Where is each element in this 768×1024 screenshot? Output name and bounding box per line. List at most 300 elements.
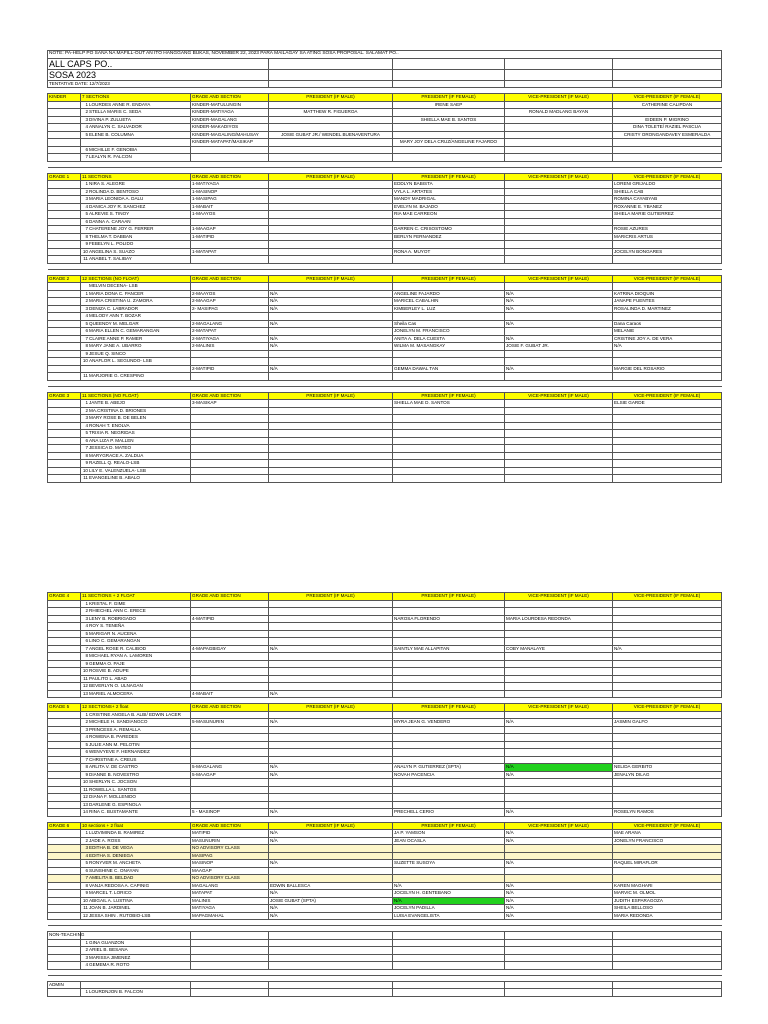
row-number: 9 [85,771,88,777]
cell: MANDY MADRIGAL [393,196,505,204]
table-row [48,645,722,653]
adviser-name [81,660,191,668]
table-row [48,218,722,226]
cell [505,786,613,794]
table-row [48,786,722,794]
adviser-name [81,741,191,749]
cell [393,475,505,483]
cell [269,852,393,860]
cell [505,283,613,291]
adviser-text: LEALYN R. FALCON [89,154,132,160]
cell [505,600,613,608]
cell [505,623,613,631]
cell: N/A [393,882,505,890]
cell [269,675,393,683]
adviser-text: RAZELL Q. REALO-LSB [89,460,140,466]
cell: Sheila Cas [393,320,505,328]
grade-label: GRADE 4 [48,593,81,601]
cell [505,638,613,646]
cell [269,358,393,366]
cell [191,786,269,794]
adviser-name [81,131,191,139]
cell [393,241,505,249]
cell: JASMIN GALFO [613,719,722,727]
cell [269,226,393,234]
cell [393,794,505,802]
cell [269,653,393,661]
adviser-name [81,343,191,351]
cell: MAAGAP [191,867,269,875]
cell: N/A [505,305,613,313]
cell [191,467,269,475]
row-number: 14 [82,809,88,815]
cell [269,203,393,211]
row-number: 11 [83,675,88,681]
cell: MARGIE DEL ROSARIO [613,365,722,373]
adviser-name [81,256,191,264]
cell [613,845,722,853]
cell: KAREN MAGHARI [613,882,722,890]
cell [393,154,505,162]
officer-column-header: VICE-PRESIDENT (IF FEMALE) [613,593,722,601]
adviser-name [81,328,191,336]
adviser-text: ANGEL ROSE R. CALIBOD [89,645,147,651]
cell [269,445,393,453]
officer-column-header: VICE-PRESIDENT (IF MALE) [505,593,613,601]
cell: 2- MASIPAG [191,305,269,313]
row-number: 12 [82,794,88,800]
row-number: 7 [85,445,88,451]
table-row [48,890,722,898]
adviser-text: MARIA ELLEN C. GEMARANGAN [89,328,160,334]
adviser-name [81,675,191,683]
adviser-name [81,298,191,306]
row-number: 7 [85,154,88,160]
adviser-text: MICHAEL RYAN A. LAMOREN [89,653,153,659]
row-number: 1 [85,830,88,836]
cell [505,248,613,256]
tentative-date: TENTATIVE DATE: 12/7/2023 [48,80,269,88]
cell [505,875,613,883]
cell [505,794,613,802]
adviser-name [81,867,191,875]
table-row [48,756,722,764]
row-number: 2 [85,608,88,614]
cell: JOCELYN PADILLA [393,905,505,913]
table-row [48,726,722,734]
table-row [48,749,722,757]
cell [505,188,613,196]
row-number: 11 [83,475,88,481]
cell: N/A [269,365,393,373]
cell: 2-MALINIS [191,343,269,351]
grade-section-header: GRADE AND SECTION [191,173,269,181]
cell: N/A [269,645,393,653]
row-number: 5 [85,131,88,137]
adviser-text: THELMA T. DABBAN [89,233,133,239]
table-row [48,430,722,438]
cell: 2-MATAPAT [191,328,269,336]
cell: SUZETTE SUSOYA [393,860,505,868]
adviser-text: SUNSHINE C. ONAYAN [89,867,139,873]
adviser-text: TRIXIA R. NEGRIDAS [89,430,135,436]
cell [269,146,393,154]
adviser-text: DANNA A. CARAAN [89,218,131,224]
cell [191,422,269,430]
adviser-name [81,188,191,196]
table-row [48,771,722,779]
row-number: 9 [85,890,88,896]
table-row [48,845,722,853]
row-number: 8 [85,882,88,888]
cell: NELIDA GERBITO [613,764,722,772]
cell [505,407,613,415]
table-row [48,452,722,460]
adviser-name [81,218,191,226]
cell: N/A [269,343,393,351]
admin-label: ADMIN [48,981,81,989]
cell [505,734,613,742]
cell [191,460,269,468]
adviser-text: MARIEL ALMOCERA [89,690,133,696]
cell [613,615,722,623]
adviser-name [81,645,191,653]
section-header-g1 [48,173,722,181]
sections-count: 12 SECTIONS+ 2 float [81,704,191,712]
adviser-name [81,203,191,211]
adviser-text: MARIA CRISTINA U. ZAMORA [89,298,153,304]
cell [505,211,613,219]
cell [191,600,269,608]
cell: N/A [505,764,613,772]
adviser-name [81,139,191,147]
row-number: 11 [83,256,88,262]
cell: N/A [269,290,393,298]
cell: 1-MATIYAGA [191,181,269,189]
cell [269,181,393,189]
adviser-text: CHATERENE JOY G. FERRER [89,226,154,232]
cell: ELSIE GARDE [613,400,722,408]
cell [269,256,393,264]
cell [191,358,269,366]
adviser-name [81,422,191,430]
adviser-name [81,860,191,868]
cell: MAPAGMAHAL [191,912,269,920]
officer-column-header: VICE-PRESIDENT (IF FEMALE) [613,275,722,283]
cell [613,437,722,445]
list-item [48,939,722,947]
cell: SHIELLA MAE D. SANTOS [393,400,505,408]
cell: SHIELLA CAB [613,188,722,196]
cell: MARIA LOURDESA REDONDA [505,615,613,623]
cell [505,460,613,468]
cell: JOSIE GUBAT (SPTA) [269,897,393,905]
cell [393,283,505,291]
cell [505,660,613,668]
staff-text: ARIEL B. BESANA [89,947,128,953]
adviser-text: AMELITA B. BELDAD [89,875,134,881]
cell [393,786,505,794]
adviser-name [81,794,191,802]
cell: 1-MATAPAT [191,248,269,256]
cell [393,852,505,860]
adviser-name [81,460,191,468]
cell [269,124,393,132]
cell: RAQUEL MIRAFLOR [613,860,722,868]
adviser-name [81,779,191,787]
cell: DINA TOLETE/ RAZIEL PASCUA [613,124,722,132]
officer-column-header: PRESIDENT (IF FEMALE) [393,392,505,400]
adviser-text: MARIGAR N. AUCENA [89,630,137,636]
adviser-name [81,437,191,445]
cell [613,852,722,860]
cell [393,675,505,683]
cell: JOCELYN H. GENTEBANO [393,890,505,898]
cell: MYRA JEAN G. VENDERO [393,719,505,727]
cell [613,653,722,661]
officer-column-header: PRESIDENT (IF FEMALE) [393,593,505,601]
section-header-g2 [48,275,722,283]
cell [191,407,269,415]
cell [393,726,505,734]
adviser-text: JOAN B. JARDINEL [89,905,131,911]
cell [269,430,393,438]
table-row [48,653,722,661]
cell [505,437,613,445]
adviser-text: MARYGRACE A. ZALDUA [89,452,144,458]
cell: N/A [505,912,613,920]
cell [393,358,505,366]
adviser-name [81,181,191,189]
grade-label: GRADE 3 [48,392,81,400]
sheet-page-2 [47,592,721,997]
row-number: 1 [85,600,88,606]
cell: CATHERINE CALIPDAN [613,101,722,109]
nonteaching-label-row [48,932,722,940]
adviser-name [81,109,191,117]
cell: MAGALANG [191,882,269,890]
cell [191,623,269,631]
table-row [48,794,722,802]
cell [393,430,505,438]
cell [613,630,722,638]
cell: 5 - MASINOP [191,809,269,817]
cell: N/A [269,912,393,920]
table-row [48,233,722,241]
cell [505,203,613,211]
adviser-name [81,801,191,809]
cell: N/A [269,305,393,313]
cell: JANAPE FUENTES [613,298,722,306]
officer-column-header: PRESIDENT (IF MALE) [269,392,393,400]
cell: MATAPAT [191,890,269,898]
row-number: 2 [85,298,88,304]
cell [393,445,505,453]
cell: LORENI GRIJALDO [613,181,722,189]
cell: 1-MASIPAG [191,196,269,204]
officer-column-header: PRESIDENT (IF MALE) [269,822,393,830]
table-row [48,407,722,415]
officer-column-header: VICE-PRESIDENT (IF MALE) [505,822,613,830]
officer-column-header: PRESIDENT (IF FEMALE) [393,94,505,102]
table-row [48,852,722,860]
row-number: 1 [85,711,88,717]
adviser-text: JESUE Q. SINCO [89,350,126,356]
adviser-text: EDITHA B. DE VEGA [89,845,133,851]
cell [393,749,505,757]
cell [505,400,613,408]
cell [613,608,722,616]
adviser-text: EVANGELINE B. ABALO [89,475,140,481]
row-number: 6 [85,218,88,224]
adviser-text: JANTE B. ABEJO [89,400,126,406]
table-row [48,422,722,430]
row-number: 5 [85,430,88,436]
cell [613,467,722,475]
cell: RONALD MADLANG BAYAN [505,109,613,117]
cell [613,683,722,691]
adviser-text: LINO C. GEMARANGAN [89,638,141,644]
cell: ROMINA CAYABYAB [613,196,722,204]
table-row [48,690,722,698]
cell [191,452,269,460]
cell: NO ADVISORY CLASS [191,845,269,853]
adviser-name [81,146,191,154]
adviser-text: LOURDES ANNE R. ENDAYA [89,101,151,107]
adviser-text: CRISTINE ANGELA B. ALBI/ EDWIN LACER [89,711,181,717]
row-number: 3 [85,954,88,960]
adviser-text: BEVERLYN O. ULNAGAN [89,683,143,689]
cell [613,154,722,162]
adviser-name [81,248,191,256]
table-row [48,734,722,742]
cell [505,116,613,124]
row-number: 4 [85,852,88,858]
row-number: 4 [85,734,88,740]
row-number: 10 [82,668,88,674]
cell: N/A [269,809,393,817]
cell: N/A [393,897,505,905]
adviser-name [81,211,191,219]
row-number: 12 [82,912,88,918]
adviser-text: SHERLYN C. JOCSON [89,779,137,785]
officer-column-header: PRESIDENT (IF FEMALE) [393,822,505,830]
sections-count: 12 SECTIONS (NO FLOAT) [81,275,191,283]
cell: N/A [505,365,613,373]
adviser-text: ANNALYN C. SALVADOR [89,124,142,130]
adviser-text: ANA LIZA P. MALLEN [89,437,134,443]
cell: RONA A. MUYOT [393,248,505,256]
cell: KINDER-MAGALING/MAHUSAY [191,131,269,139]
cell [393,801,505,809]
cell [269,801,393,809]
row-number: 12 [82,683,88,689]
cell: 2-MAAYOS [191,290,269,298]
row-number: 1 [85,939,88,945]
adviser-text: ALREVIE S. TINOY [89,211,130,217]
cell [505,852,613,860]
adviser-text: WENVYEVE F. HERNANDEZ [89,749,150,755]
table-row [48,283,722,291]
adviser-name [81,890,191,898]
cell: 5-MASUNURIN [191,719,269,727]
cell [613,786,722,794]
table-row [48,320,722,328]
list-item [48,962,722,970]
table-row [48,241,722,249]
cell [613,139,722,147]
row-number: 6 [85,749,88,755]
adviser-name [81,623,191,631]
adviser-name [81,600,191,608]
table-row [48,188,722,196]
cell [613,283,722,291]
table-row [48,905,722,913]
cell [191,675,269,683]
row-number: 3 [85,845,88,851]
cell [505,124,613,132]
cell [505,756,613,764]
row-number: 3 [85,615,88,621]
cell [505,422,613,430]
cell [191,711,269,719]
adviser-name [81,365,191,373]
adviser-name [81,905,191,913]
row-number: 1 [85,290,88,296]
cell [505,233,613,241]
cell [269,101,393,109]
section-header-g6 [48,822,722,830]
cell [613,460,722,468]
cell: JOSIE F. GUBAT JR. [505,343,613,351]
cell [505,350,613,358]
cell: N/A [505,771,613,779]
row-number: 11 [83,905,88,911]
cell: 2-MATIPID [191,365,269,373]
cell [393,452,505,460]
cell: EDWIN BALLESCA [269,882,393,890]
cell: MAE ARANA [613,830,722,838]
row-number: 10 [82,248,88,254]
table-row [48,809,722,817]
cell: 1-MASINOP [191,188,269,196]
cell [505,131,613,139]
adviser-text: MICHELE H. SANDIANGCO [89,719,148,725]
row-number: 6 [85,437,88,443]
cell [269,734,393,742]
table-row [48,358,722,366]
row-number: 2 [85,947,88,953]
cell: ROSELYN RAMOS [613,809,722,817]
cell [393,415,505,423]
table-row [48,608,722,616]
table-row [48,313,722,321]
adviser-name [81,786,191,794]
row-number: 9 [85,350,88,356]
cell: DARREN C. CRISOSTOMO [393,226,505,234]
officer-column-header: PRESIDENT (IF FEMALE) [393,173,505,181]
cell [613,452,722,460]
cell [269,475,393,483]
cell [269,350,393,358]
cell: N/A [269,860,393,868]
cell [393,460,505,468]
table-row [48,683,722,691]
row-number: 3 [85,415,88,421]
cell [191,241,269,249]
table-row [48,867,722,875]
cell: N/A [613,343,722,351]
